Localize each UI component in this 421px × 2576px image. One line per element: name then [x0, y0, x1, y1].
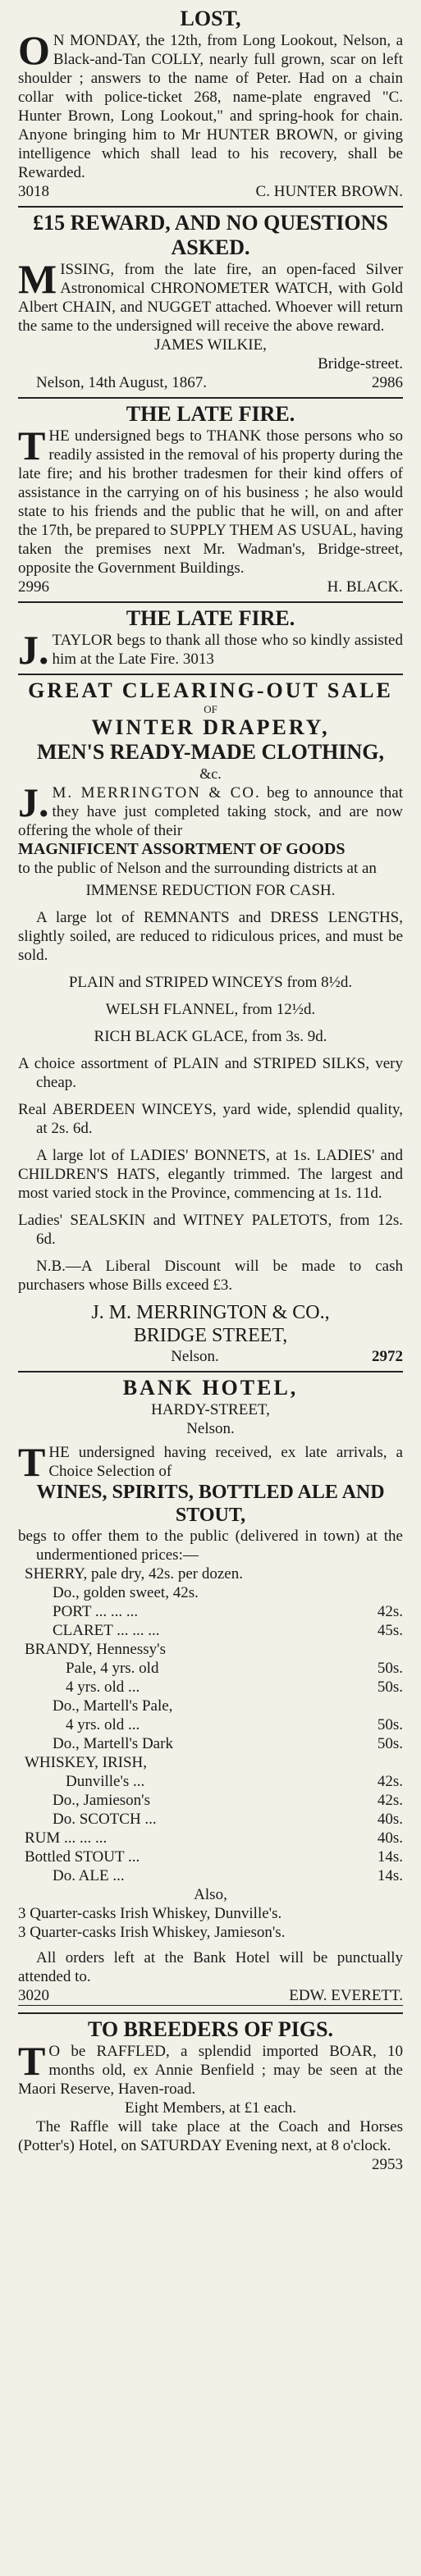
price-item: Dunville's ... [66, 1773, 145, 1790]
price-value: 40s. [377, 1811, 403, 1828]
price-value: 42s. [377, 1773, 403, 1790]
ad-footer [18, 578, 403, 596]
price-row [18, 1602, 403, 1621]
ad-members: Eight Members, at £1 each. [125, 2099, 296, 2117]
ad-ref-number: 3013 [182, 651, 214, 668]
drop-cap: T [18, 2038, 46, 2084]
price-item: Bottled STOUT ... [25, 1848, 140, 1866]
price-row [18, 1772, 403, 1791]
ad-intro: THE undersigned having received, ex late arrivals, a Choice Selection of [18, 1439, 403, 1485]
ad-public: to the public of Nelson and the surrounding districts at an [18, 860, 377, 877]
price-row [18, 1810, 403, 1829]
ad-body: O N MONDAY, the 12th, from Long Lookout, Nelson, a Black-and-Tan COLLY, nearly full grown, scar on left shoulder ; answers to the name of Peter. Had on a chain collar with police-ticket 268, name-plate engraved "C. Hunter Brown, Long Lookout," and spring-hook for chain. Anyone bringing him to Mr HUNTER BROWN, or giving intelligence which shall lead to his recovery, shall be Rewarded. [18, 27, 403, 181]
ad-title: TO BREEDERS OF PIGS. [87, 2017, 334, 2041]
ad-flannel: WELSH FLANNEL, from 12½d. [105, 1001, 316, 1018]
ad-street: HARDY-STREET, [151, 1401, 270, 1418]
price-item: SHERRY, pale dry, 42s. per dozen. [25, 1565, 243, 1583]
ad-signature-place: Bridge-street. [318, 355, 403, 372]
price-row [18, 1866, 403, 1885]
ad-discount: N.B.—A Liberal Discount will be made to cash purchasers whose Bills exceed £3. [18, 1258, 403, 1294]
ad-intro: J. M. MERRINGTON & CO. beg to announce that they have just completed taking stock, and are now offering the whole of their [18, 779, 403, 839]
price-row [18, 1678, 403, 1697]
price-item: BRANDY, Hennessy's [25, 1641, 166, 1658]
price-value [345, 1753, 403, 1772]
ad-of: OF [204, 703, 217, 715]
ad-signature: EDW. EVERETT. [289, 1987, 403, 2004]
price-row [18, 1829, 403, 1848]
price-row [18, 1583, 403, 1602]
drop-cap: T [18, 1439, 46, 1485]
price-item: Do., golden sweet, 42s. [53, 1584, 199, 1601]
ad-body: MISSING, from the late fire, an open-faced Silver Astronomical CHRONOMETER WATCH, with Gold Albert CHAIN, and NUGGET attached. Whoever will return the same to the undersigned will receive the above reward. [18, 256, 403, 335]
price-value: 42s. [377, 1792, 403, 1809]
ad-title: THE LATE FIRE. [126, 606, 295, 630]
price-value: 50s. [377, 1735, 403, 1752]
drop-cap: O [18, 27, 50, 73]
drop-cap: J. [18, 779, 49, 825]
ad-silks: A choice assortment of PLAIN and STRIPED SILKS, very cheap. [18, 1055, 403, 1091]
price-list [18, 1564, 403, 1885]
ad-body: J. TAYLOR begs to thank all those who so kindly assisted him at the Late Fire. 3013 [18, 627, 403, 673]
ad-immense: IMMENSE REDUCTION FOR CASH. [85, 882, 336, 899]
price-value [345, 1697, 403, 1715]
price-value: 40s. [377, 1829, 403, 1847]
ad-ref-number: 2996 [18, 578, 49, 596]
ad-signature: JAMES WILKIE, [154, 336, 267, 354]
price-value [345, 1564, 403, 1583]
ad-goods: WINES, SPIRITS, BOTTLED ALE AND STOUT, [36, 1482, 385, 1526]
price-item: 4 yrs. old ... [66, 1679, 140, 1696]
ad-magnificent: MAGNIFICENT ASSORTMENT OF GOODS [18, 840, 345, 858]
ad-town: Nelson. [171, 1348, 219, 1365]
price-row [18, 1753, 403, 1772]
ad-paletots: Ladies' SEALSKIN and WITNEY PALETOTS, from 12s. 6d. [18, 1212, 403, 1248]
ad-ref-number: 2986 [372, 374, 403, 391]
ad-body: THE undersigned begs to THANK those persons who so readily assisted in the removal of his property during the late fire; and his brother tradesmen for their kind offers of assistance in the carrying on of his business ; he also would state to his friends and the public that he will, on and after the 17th, be prepared to SUPPLY THEM AS USUAL, having taken the premises next Mr. Wadman's, Bridge-street, opposite the Government Buildings. [18, 422, 403, 577]
price-item: RUM ... ... ... [25, 1829, 108, 1847]
ad-casks-jamieson: 3 Quarter-casks Irish Whiskey, Jamieson's. [18, 1924, 286, 1941]
lost-dog-ad [18, 3, 403, 208]
drop-cap: M [18, 256, 57, 302]
ad-title: THE LATE FIRE. [126, 402, 295, 426]
price-value: 50s. [377, 1716, 403, 1733]
ad-bonnets: A large lot of LADIES' BONNETS, at 1s. LADIES' and CHILDREN'S HATS, elegantly trimmed. The largest and most varied stock in the Province, commencing at 1s. 11d. [18, 1147, 403, 1202]
price-item: Pale, 4 yrs. old [66, 1660, 159, 1677]
price-row [18, 1640, 403, 1659]
ad-ref-number: 2953 [372, 2156, 403, 2173]
ad-footer [18, 1986, 403, 2006]
ad-raffle: The Raffle will take place at the Coach and Horses (Potter's) Hotel, on SATURDAY Evening next, at 8 o'clock. 2953 [18, 2118, 403, 2173]
ad-heading-drapery: WINTER DRAPERY, [91, 715, 330, 739]
price-row [18, 1659, 403, 1678]
ad-firm: J. M. MERRINGTON & CO., [91, 1302, 330, 1323]
ad-body: T O be RAFFLED, a splendid imported BOAR, 10 months old, ex Annie Benfield ; may be seen at the Maori Reserve, Haven-road. [18, 2038, 403, 2098]
price-value: 14s. [377, 1848, 403, 1866]
ad-footer [18, 1347, 403, 1366]
ad-also: Also, [194, 1886, 227, 1903]
ad-casks-dunville: 3 Quarter-casks Irish Whiskey, Dunville's. [18, 1905, 282, 1922]
ad-title: BANK HOTEL, [122, 1376, 299, 1400]
late-fire-ad-black [18, 399, 403, 603]
ad-offer: begs to offer them to the public (delivered in town) at the undermentioned prices:— [18, 1528, 403, 1564]
price-item: Do., Martell's Pale, [53, 1697, 173, 1715]
ad-title: GREAT CLEARING-OUT SALE [28, 678, 393, 702]
ad-winceys: PLAIN and STRIPED WINCEYS from 8½d. [68, 974, 353, 991]
ad-ref-number: 3020 [18, 1987, 49, 2004]
ad-date: Nelson, 14th August, 1867. [36, 374, 207, 391]
ad-ref-number: 3018 [18, 183, 49, 200]
price-item: 4 yrs. old ... [66, 1716, 140, 1733]
price-item: Do., Martell's Dark [53, 1735, 173, 1752]
ad-ref-number: 2972 [371, 1348, 403, 1365]
price-row [18, 1697, 403, 1715]
ad-orders: All orders left at the Bank Hotel will be punctually attended to. [18, 1949, 403, 1985]
price-row [18, 1791, 403, 1810]
price-item: PORT ... ... ... [53, 1603, 139, 1620]
price-row [18, 1564, 403, 1583]
price-value: 42s. [377, 1603, 403, 1620]
price-value: 50s. [377, 1679, 403, 1696]
price-value: 45s. [377, 1622, 403, 1639]
ad-heading-clothing: MEN'S READY-MADE CLOTHING, [36, 740, 385, 764]
ad-glace: RICH BLACK GLACE, from 3s. 9d. [94, 1028, 327, 1045]
pigs-raffle-ad [18, 2014, 403, 2173]
price-item: Do. ALE ... [53, 1867, 125, 1884]
ad-title: LOST, [180, 7, 241, 30]
price-value: 50s. [377, 1660, 403, 1677]
bank-hotel-ad [18, 1372, 403, 2014]
ad-signature: H. BLACK. [327, 578, 403, 596]
price-row [18, 1621, 403, 1640]
ad-street: BRIDGE STREET, [133, 1325, 288, 1346]
ad-title: £15 REWARD, AND NO QUESTIONS ASKED. [33, 211, 388, 259]
ad-signature: C. HUNTER BROWN. [255, 183, 403, 200]
price-item: CLARET ... ... ... [53, 1622, 160, 1639]
price-item: Do. SCOTCH ... [53, 1811, 157, 1828]
late-fire-ad-taylor [18, 603, 403, 675]
reward-ad [18, 208, 403, 399]
price-item: Do., Jamieson's [53, 1792, 151, 1809]
price-row [18, 1848, 403, 1866]
drop-cap: T [18, 422, 46, 468]
price-row [18, 1715, 403, 1734]
price-value [345, 1583, 403, 1602]
clearing-sale-ad [18, 675, 403, 1372]
ad-town: Nelson. [186, 1420, 235, 1437]
ad-etc: &c. [199, 765, 222, 782]
price-value: 14s. [377, 1867, 403, 1884]
price-value [345, 1640, 403, 1659]
ad-aberdeen: Real ABERDEEN WINCEYS, yard wide, splendid quality, at 2s. 6d. [18, 1101, 403, 1137]
drop-cap: J. [18, 627, 49, 673]
ad-remnants: A large lot of REMNANTS and DRESS LENGTHS, slightly soiled, are reduced to ridiculous prices, and must be sold. [18, 909, 403, 964]
price-row [18, 1734, 403, 1753]
ad-footer [18, 373, 403, 392]
ad-footer [18, 182, 403, 201]
price-item: WHISKEY, IRISH, [25, 1754, 148, 1771]
